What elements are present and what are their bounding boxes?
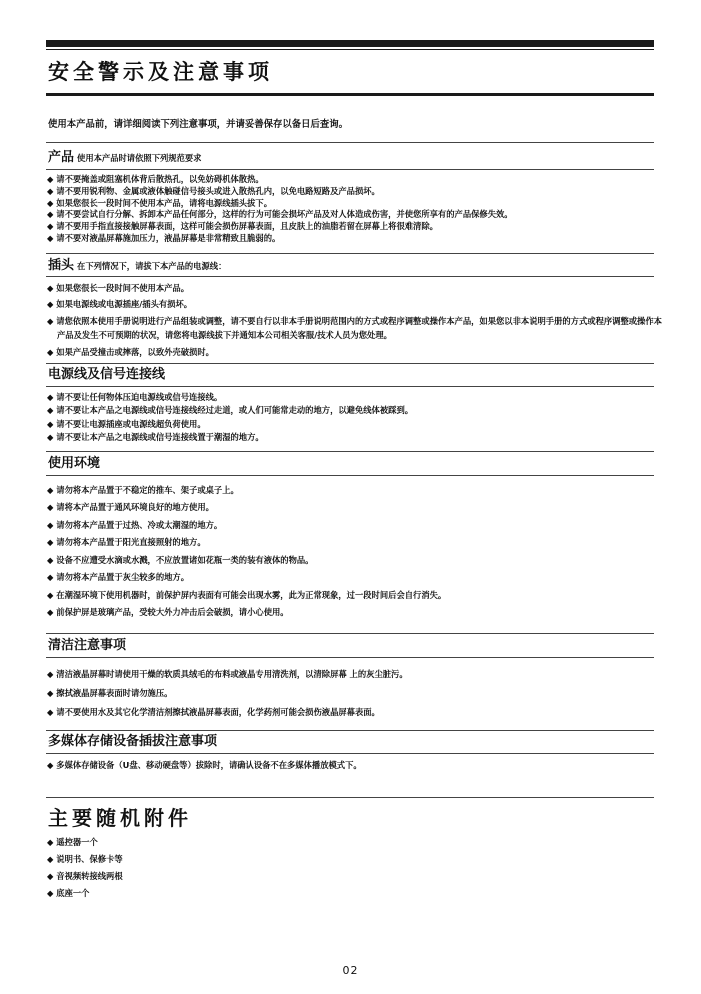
list-item: ◆ 如果产品受撞击或摔落，以致外壳破损时。 <box>47 346 214 357</box>
list-item: ◆ 如果您很长一段时间不使用本产品，请将电源线插头拔下。 <box>47 197 272 208</box>
list-item: ◆ 请不要尝试自行分解、拆卸本产品任何部分，这样的行为可能会损坏产品及对人体造成伤害，并使您所享有的产品保修失效。 <box>47 209 513 220</box>
list-item: ◆ 说明书、保修卡等 <box>47 853 123 864</box>
list-item: ◆ 请不要用手指直接接触屏幕表面，这样可能会损伤屏幕表面，且皮肤上的油脂若留在屏幕上将很难清除。 <box>47 221 438 232</box>
section-cable-header <box>48 366 654 383</box>
section-rule <box>46 363 654 364</box>
intro-rule <box>46 142 654 143</box>
section-product-list <box>46 174 654 245</box>
list-item: ◆ 请不要让任何物体压迫电源线或信号连接线。 <box>47 391 223 402</box>
section-rule <box>46 753 654 754</box>
list-item: ◆ 请勿将本产品置于不稳定的推车、架子或桌子上。 <box>47 484 239 495</box>
section-rule <box>46 386 654 387</box>
list-item: ◆ 音视频转接线两根 <box>47 870 123 881</box>
section-plug-header <box>48 257 654 274</box>
section-plug-list <box>46 280 662 360</box>
section-environment-header <box>48 455 654 472</box>
list-item: ◆ 请勿将本产品置于过热、冷或太潮湿的地方。 <box>47 519 223 530</box>
page-number: 02 <box>342 964 359 977</box>
top-rule-thin <box>46 49 654 50</box>
list-item: ◆ 如果您很长一段时间不使用本产品。 <box>47 282 190 293</box>
list-item: ◆ 请勿将本产品置于阳光直接照射的地方。 <box>47 537 206 548</box>
accessories-title: 主要随机附件 <box>48 805 192 830</box>
section-title: 使用环境 <box>48 455 101 471</box>
list-item: ◆ 请不要用锐利物、金属或液体触碰信号接头或进入散热孔内，以免电路短路及产品损坏。 <box>47 185 380 196</box>
section-rule <box>46 475 654 476</box>
list-item: ◆ 请不要让本产品之电源线或信号连接线经过走道，或人们可能常走动的地方，以避免线体被踩到。 <box>47 405 414 416</box>
section-rule <box>46 276 654 277</box>
list-item: ◆ 请将本产品置于通风环境良好的地方使用。 <box>47 502 214 513</box>
list-item: ◆ 底座一个 <box>47 887 90 898</box>
section-product-header <box>48 149 654 166</box>
section-environment-list <box>46 482 654 622</box>
page-title: 安全警示及注意事项 <box>48 60 273 84</box>
section-rule <box>46 253 654 254</box>
section-rule <box>46 797 654 798</box>
list-item: ◆ 请不要使用水及其它化学清洁剂擦拭液晶屏幕表面，化学药剂可能会损伤液晶屏幕表面。 <box>47 706 380 717</box>
top-rule <box>46 40 654 47</box>
intro-text: 使用本产品前，请详细阅读下列注意事项，并请妥善保存以备日后查询。 <box>48 119 349 130</box>
section-media-header <box>48 733 654 750</box>
section-title: 清洁注意事项 <box>48 637 127 653</box>
list-item: ◆ 在潮湿环境下使用机器时，前保护屏内表面有可能会出现水雾，此为正常现象，过一段时间后会自行消失。 <box>47 589 447 600</box>
section-title: 产品 <box>48 150 75 165</box>
list-item: ◆ 请勿将本产品置于灰尘较多的地方。 <box>47 572 190 583</box>
section-rule <box>46 451 654 452</box>
section-title: 插头 <box>48 257 75 273</box>
accessories-list <box>46 834 654 902</box>
section-rule <box>46 633 654 634</box>
list-item: ◆ 前保护屏是玻璃产品，受较大外力冲击后会破损，请小心使用。 <box>47 607 289 618</box>
section-media-list <box>46 760 654 772</box>
manual-page <box>46 40 662 902</box>
section-cleaning-header <box>48 637 654 654</box>
list-item: ◆ 多媒体存储设备（U盘、移动硬盘等）拔除时，请确认设备不在多媒体播放模式下。 <box>47 759 362 770</box>
section-rule <box>46 657 654 658</box>
list-item: ◆ 请不要对液晶屏幕施加压力，液晶屏幕是非常精致且脆弱的。 <box>47 232 281 243</box>
list-item: ◆ 遥控器一个 <box>47 836 98 847</box>
section-cable-list <box>46 391 654 445</box>
list-item: ◆ 请不要让本产品之电源线或信号连接线置于潮湿的地方。 <box>47 432 264 443</box>
section-rule <box>46 730 654 731</box>
list-item: ◆ 清洁液晶屏幕时请使用干燥的软质具绒毛的布料或液晶专用清洗剂，以清除屏幕 上的灰尘脏污。 <box>47 668 408 679</box>
title-rule <box>46 93 654 96</box>
list-item: ◆ 请您依照本使用手册说明进行产品组装或调整，请不要自行以非本手册说明范围内的方式或程序调整或操作本产品，如果您以非本说明手册的方式或程序调整或操作本产品及发生不可预期的状况，请您将电源线拔下并通知本公司相关客服/技术人员为您处理。 <box>47 315 662 340</box>
section-title: 多媒体存储设备插拔注意事项 <box>48 733 218 749</box>
section-title: 电源线及信号连接线 <box>48 366 166 382</box>
list-item: ◆ 设备不应遭受水滴或水溅，不应放置诸如花瓶一类的装有液体的物品。 <box>47 554 314 565</box>
list-item: ◆ 如果电源线或电源插座/插头有损坏。 <box>47 298 193 309</box>
section-subtitle: 使用本产品时请依照下列规范要求 <box>77 153 202 163</box>
section-rule <box>46 169 654 170</box>
section-subtitle: 在下列情况下，请拔下本产品的电源线： <box>77 260 227 271</box>
list-item: ◆ 擦拭液晶屏幕表面时请勿施压。 <box>47 687 173 698</box>
list-item: ◆ 请不要让电源插座或电源线超负荷使用。 <box>47 418 206 429</box>
section-cleaning-list <box>46 665 654 722</box>
list-item: ◆ 请不要掩盖或阻塞机体背后散热孔，以免妨碍机体散热。 <box>47 174 264 184</box>
